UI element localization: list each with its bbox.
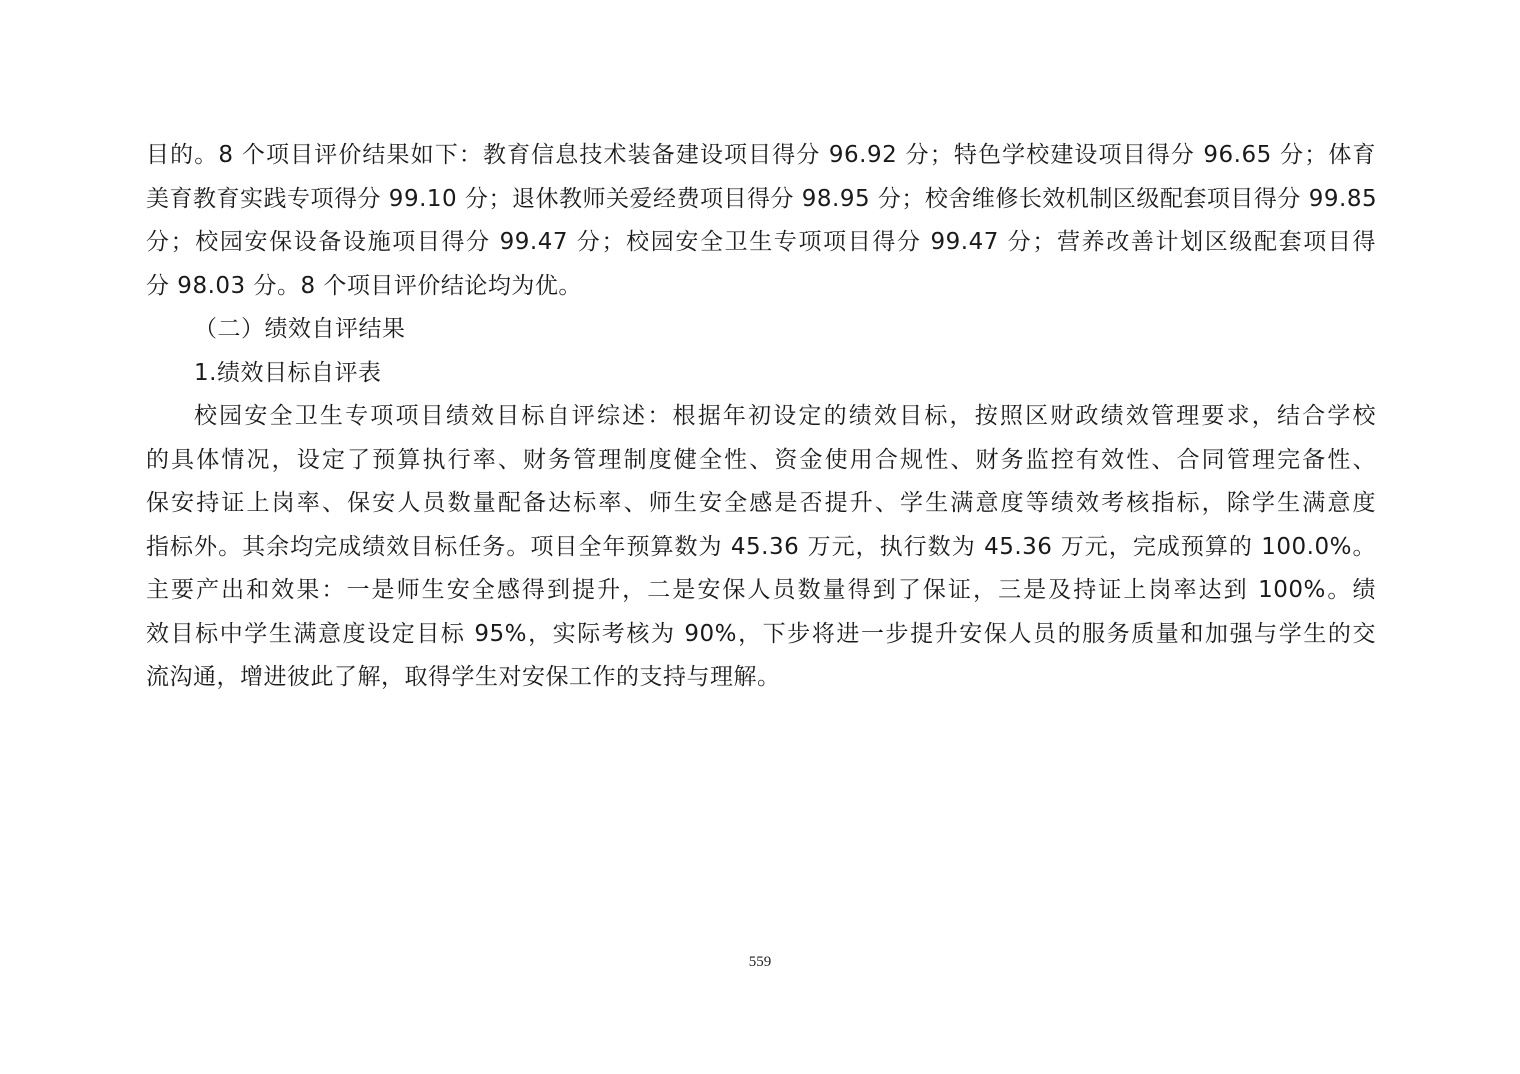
text-line: 美育教育实践专项得分 99.10 分；退休教师关爱经费项目得分 98.95 分；校舍维修长效机制区级配套项目得分 99.85 xyxy=(146,185,1378,212)
text-line: 校园安全卫生专项项目绩效目标自评综述：根据年初设定的绩效目标，按照区财政绩效管理要求，结合学校 xyxy=(194,403,1376,429)
text-line: 保安持证上岗率、保安人员数量配备达标率、师生安全感是否提升、学生满意度等绩效考核指标，除学生满意度 xyxy=(146,490,1376,516)
page-number: 559 xyxy=(748,954,772,970)
text-line: 分；校园安保设备设施项目得分 99.47 分；校园安全卫生专项项目得分 99.47 分；营养改善计划区级配套项目得 xyxy=(146,229,1376,255)
text-line: 流沟通，增进彼此了解，取得学生对安保工作的支持与理解。 xyxy=(146,664,781,690)
text-line: 的具体情况，设定了预算执行率、财务管理制度健全性、资金使用合规性、财务监控有效性、合同管理完备性、 xyxy=(146,446,1376,473)
text-line: 效目标中学生满意度设定目标 95%，实际考核为 90%，下步将进一步提升安保人员的服务质量和加强与学生的交 xyxy=(146,620,1376,647)
subsection-heading: 1.绩效目标自评表 xyxy=(194,359,382,386)
text-line: 分 98.03 分。8 个项目评价结论均为优。 xyxy=(146,272,582,299)
body-text xyxy=(146,134,1376,700)
section-heading: （二）绩效自评结果 xyxy=(194,316,406,342)
text-line: 目的。8 个项目评价结果如下：教育信息技术装备建设项目得分 96.92 分；特色学校建设项目得分 96.65 分；体育 xyxy=(146,142,1376,168)
text-line: 主要产出和效果：一是师生安全感得到提升，二是安保人员数量得到了保证，三是及持证上岗率达到 100%。绩 xyxy=(146,577,1376,603)
text-line: 指标外。其余均完成绩效目标任务。项目全年预算数为 45.36 万元，执行数为 45.36 万元，完成预算的 100.0%。 xyxy=(146,533,1376,560)
